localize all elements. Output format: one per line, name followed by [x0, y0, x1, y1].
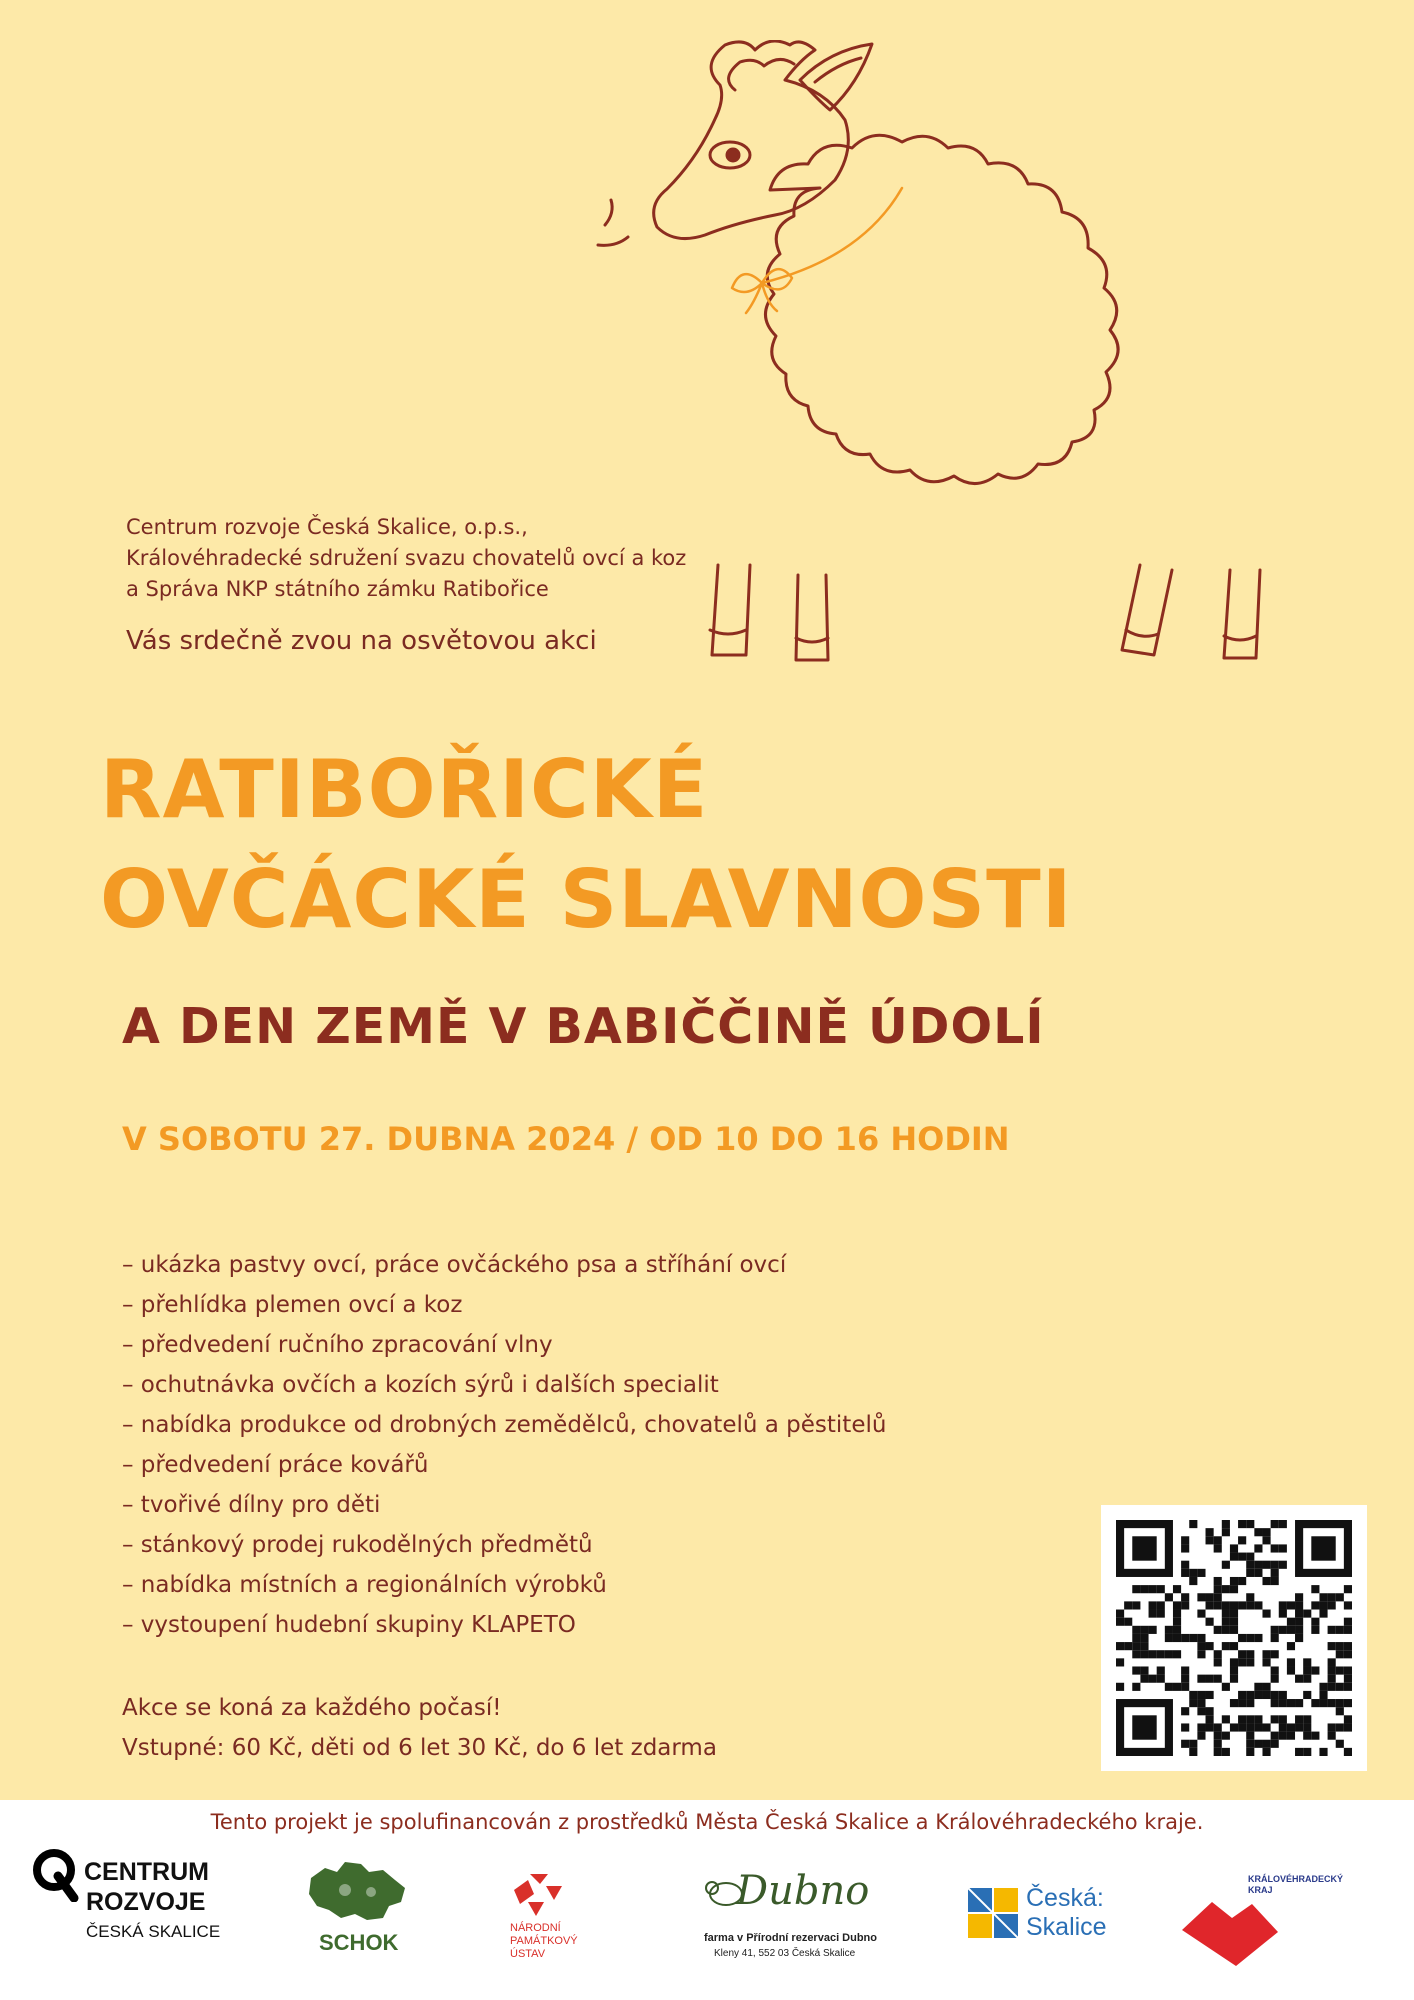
- centrum-logo-line: ČESKÁ SKALICE: [86, 1922, 221, 1941]
- program-item: – stánkový prodej rukodělných předmětů: [122, 1532, 593, 1558]
- program-item: – předvedení práce kovářů: [122, 1452, 429, 1478]
- kraj-heart-icon: [1178, 1898, 1282, 1968]
- funding-note: Tento projekt je spolufinancován z prostředků Města Česká Skalice a Královéhradeckého kraje.: [210, 1810, 1204, 1834]
- program-item: – vystoupení hudební skupiny KLAPETO: [122, 1612, 576, 1638]
- event-title-line: RATIBOŘICKÉ: [100, 743, 709, 836]
- program-item: – nabídka místních a regionálních výrobků: [122, 1572, 607, 1598]
- centrum-logo-line: ROZVOJE: [86, 1888, 206, 1916]
- ceska-skalice-line: Česká:: [1026, 1884, 1104, 1912]
- kralovehradecky-kraj-logo[interactable]: [1178, 1874, 1344, 1974]
- npu-label-line: PAMÁTKOVÝ: [510, 1935, 578, 1947]
- organizers-block: [126, 512, 686, 605]
- program-item: – ukázka pastvy ovcí, práce ovčáckého psa a stříhání ovcí: [122, 1252, 787, 1278]
- dubno-wordmark: Dubno: [736, 1868, 870, 1914]
- event-subtitle: A DEN ZEMĚ V BABIČČINĚ ÚDOLÍ: [122, 998, 1045, 1055]
- event-date: V SOBOTU 27. DUBNA 2024 / OD 10 DO 16 HODIN: [122, 1120, 1010, 1158]
- dubno-subtitle: farma v Přírodní rezervaci Dubno: [704, 1932, 877, 1944]
- npu-label-line: ÚSTAV: [510, 1948, 546, 1960]
- schok-logo[interactable]: [305, 1858, 415, 1968]
- footer: [0, 1800, 1414, 2000]
- ceska-skalice-line: Skalice: [1026, 1913, 1107, 1941]
- organizer-line: Královéhradecké sdružení svazu chovatelů ovcí a koz: [126, 546, 687, 570]
- event-title-line: OVČÁCKÉ SLAVNOSTI: [100, 853, 1073, 946]
- program-item: – ochutnávka ovčích a kozích sýrů i dalších specialit: [122, 1372, 719, 1398]
- program-item: – nabídka produkce od drobných zemědělců, chovatelů a pěstitelů: [122, 1412, 887, 1438]
- sheep-illustration: [570, 40, 1390, 700]
- admission-note: Vstupné: 60 Kč, děti od 6 let 30 Kč, do 6 let zdarma: [122, 1735, 717, 1761]
- schok-map-icon: [305, 1858, 409, 1928]
- npu-logo[interactable]: [508, 1872, 618, 1972]
- npu-diamond-icon: [510, 1872, 570, 1918]
- program-item: – přehlídka plemen ovcí a koz: [122, 1292, 463, 1318]
- program-item: – tvořivé dílny pro děti: [122, 1492, 381, 1518]
- centrum-rozvoje-q-icon: [30, 1846, 80, 1902]
- qr-code[interactable]: [1101, 1505, 1367, 1771]
- organizer-line: Centrum rozvoje Česká Skalice, o.p.s.,: [126, 515, 528, 539]
- event-title: [100, 735, 1073, 955]
- schok-label: SCHOK: [319, 1930, 399, 1955]
- qr-code-graphic: [1116, 1520, 1352, 1756]
- ceska-skalice-squares-icon: [968, 1888, 1020, 1940]
- npu-label-line: NÁRODNÍ: [510, 1922, 561, 1934]
- program-item: – předvedení ručního zpracování vlny: [122, 1332, 553, 1358]
- centrum-logo-line: CENTRUM: [84, 1858, 209, 1886]
- invitation-text: Vás srdečně zvou na osvětovou akci: [126, 626, 597, 656]
- weather-note: Akce se koná za každého počasí!: [122, 1695, 502, 1721]
- program-list: [122, 1245, 886, 1645]
- event-notes: [122, 1688, 717, 1768]
- dubno-address: Kleny 41, 552 03 Česká Skalice: [714, 1948, 856, 1959]
- ceska-skalice-logo[interactable]: [968, 1882, 1128, 1952]
- kraj-label-line: KRÁLOVÉHRADECKÝ: [1248, 1874, 1344, 1884]
- dubno-farm-logo[interactable]: [700, 1868, 900, 1972]
- centrum-rozvoje-logo[interactable]: [30, 1840, 240, 1960]
- kraj-label-line: KRAJ: [1248, 1885, 1273, 1895]
- organizer-line: a Správa NKP státního zámku Ratibořice: [126, 577, 549, 601]
